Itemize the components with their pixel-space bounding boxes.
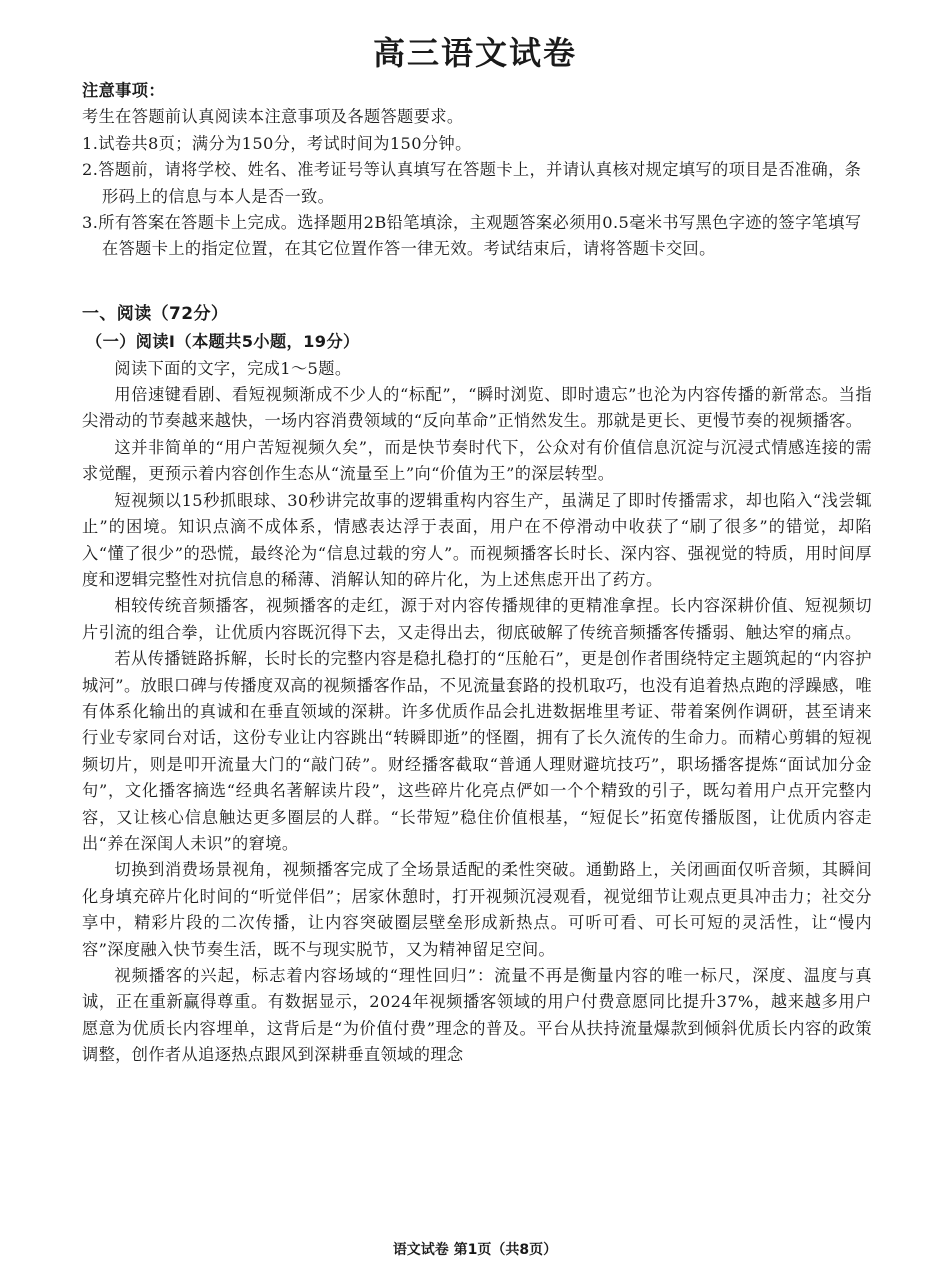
reading-paragraph: 用倍速键看剧、看短视频渐成不少人的“标配”，“瞬时浏览、即时遗忘”也沦为内容传播的新常态。当指尖滑动的节奏越来越快，一场内容消费领域的“反向革命”正悄然发生。那就是更长、更慢节奏的视频播客。 bbox=[82, 385, 872, 431]
page-content bbox=[82, 78, 872, 1069]
notice-item-1: 1.试卷共8页；满分为150分，考试时间为150分钟。 bbox=[82, 133, 472, 153]
notice-intro: 考生在答题前认真阅读本注意事项及各题答题要求。 bbox=[82, 107, 464, 127]
reading-paragraph: 视频播客的兴起，标志着内容场域的“理性回归”：流量不再是衡量内容的唯一标尺，深度、温度与真诚，正在重新赢得尊重。有数据显示，2024年视频播客领域的用户付费意愿同比提升37%，越来越多用户愿意为优质长内容埋单，这背后是“为价值付费”理念的普及。平台从扶持流量爆款到倾斜优质长内容的政策调整，创作者从追逐热点跟风到深耕垂直领域的理念 bbox=[82, 966, 872, 1065]
notice-heading: 注意事项： bbox=[82, 81, 165, 100]
reading-instruction: 阅读下面的文字，完成1～5题。 bbox=[114, 358, 352, 378]
notice-item-3: 3.所有答案在答题卡上完成。选择题用2B铅笔填涂，主观题答案必须用0.5毫米书写黑色字迹的签字笔填写在答题卡上的指定位置，在其它位置作答一律无效。考试结束后，请将答题卡交回。 bbox=[82, 213, 862, 259]
section-spacer bbox=[82, 263, 872, 301]
notice-item-2: 2.答题前，请将学校、姓名、准考证号等认真填写在答题卡上，并请认真核对规定填写的项目是否准确，条形码上的信息与本人是否一致。 bbox=[82, 160, 862, 206]
reading-paragraph: 切换到消费场景视角，视频播客完成了全场景适配的柔性突破。通勤路上，关闭画面仅听音频，其瞬间化身填充碎片化时间的“听觉伴侣”；居家休憩时，打开视频沉浸观看，视觉细节让观点更具冲击力；社交分享中，精彩片段的二次传播，让内容突破圈层壁垒形成新热点。可听可看、可长可短的灵活性，让“慢内容”深度融入快节奏生活，既不与现实脱节，又为精神留足空间。 bbox=[82, 860, 872, 959]
page-footer: 语文试卷 第1页（共8页） bbox=[392, 1242, 558, 1258]
reading-paragraph: 相较传统音频播客，视频播客的走红，源于对内容传播规律的更精准拿捏。长内容深耕价值、短视频切片引流的组合拳，让优质内容既沉得下去，又走得出去，彻底破解了传统音频播客传播弱、触达窄的痛点。 bbox=[82, 596, 872, 642]
subsection-heading: （一）阅读I（本题共5小题，19分） bbox=[86, 332, 360, 352]
reading-paragraph: 短视频以15秒抓眼球、30秒讲完故事的逻辑重构内容生产，虽满足了即时传播需求，却也陷入“浅尝辄止”的困境。知识点滴不成体系，情感表达浮于表面，用户在不停滑动中收获了“刷了很多”的错觉，却陷入“懂了很少”的恐慌，最终沦为“信息过载的穷人”。而视频播客长时长、深内容、强视觉的特质，用时间厚度和逻辑完整性对抗信息的稀薄、消解认知的碎片化，为上述焦虑开出了药方。 bbox=[82, 490, 872, 589]
reading-paragraph: 若从传播链路拆解，长时长的完整内容是稳扎稳打的“压舱石”，更是创作者围绕特定主题筑起的“内容护城河”。放眼口碑与传播度双高的视频播客作品，不见流量套路的投机取巧，也没有追着热点跑的浮躁感，唯有体系化输出的真诚和在垂直领域的深耕。许多优质作品会扎进数据堆里考证、带着案例作调研，甚至请来行业专家同台对话，这份专业让内容跳出“转瞬即逝”的怪圈，拥有了长久流传的生命力。而精心剪辑的短视频切片，则是叩开流量大门的“敲门砖”。财经播客截取“普通人理财避坑技巧”，职场播客提炼“面试加分金句”，文化播客摘选“经典名著解读片段”，这些碎片化亮点俨如一个个精致的引子，既勾着用户点开完整内容，又让核心信息触达更多圈层的人群。“长带短”稳住价值根基，“短促长”拓宽传播版图，让优质内容走出“养在深闺人未识”的窘境。 bbox=[82, 649, 872, 853]
reading-paragraph: 这并非简单的“用户苦短视频久矣”，而是快节奏时代下，公众对有价值信息沉淀与沉浸式情感连接的需求觉醒，更预示着内容创作生态从“流量至上”向“价值为王”的深层转型。 bbox=[82, 437, 872, 484]
page-title: 高三语文试卷 bbox=[372, 34, 577, 72]
section-heading: 一、阅读（72分） bbox=[82, 303, 229, 324]
